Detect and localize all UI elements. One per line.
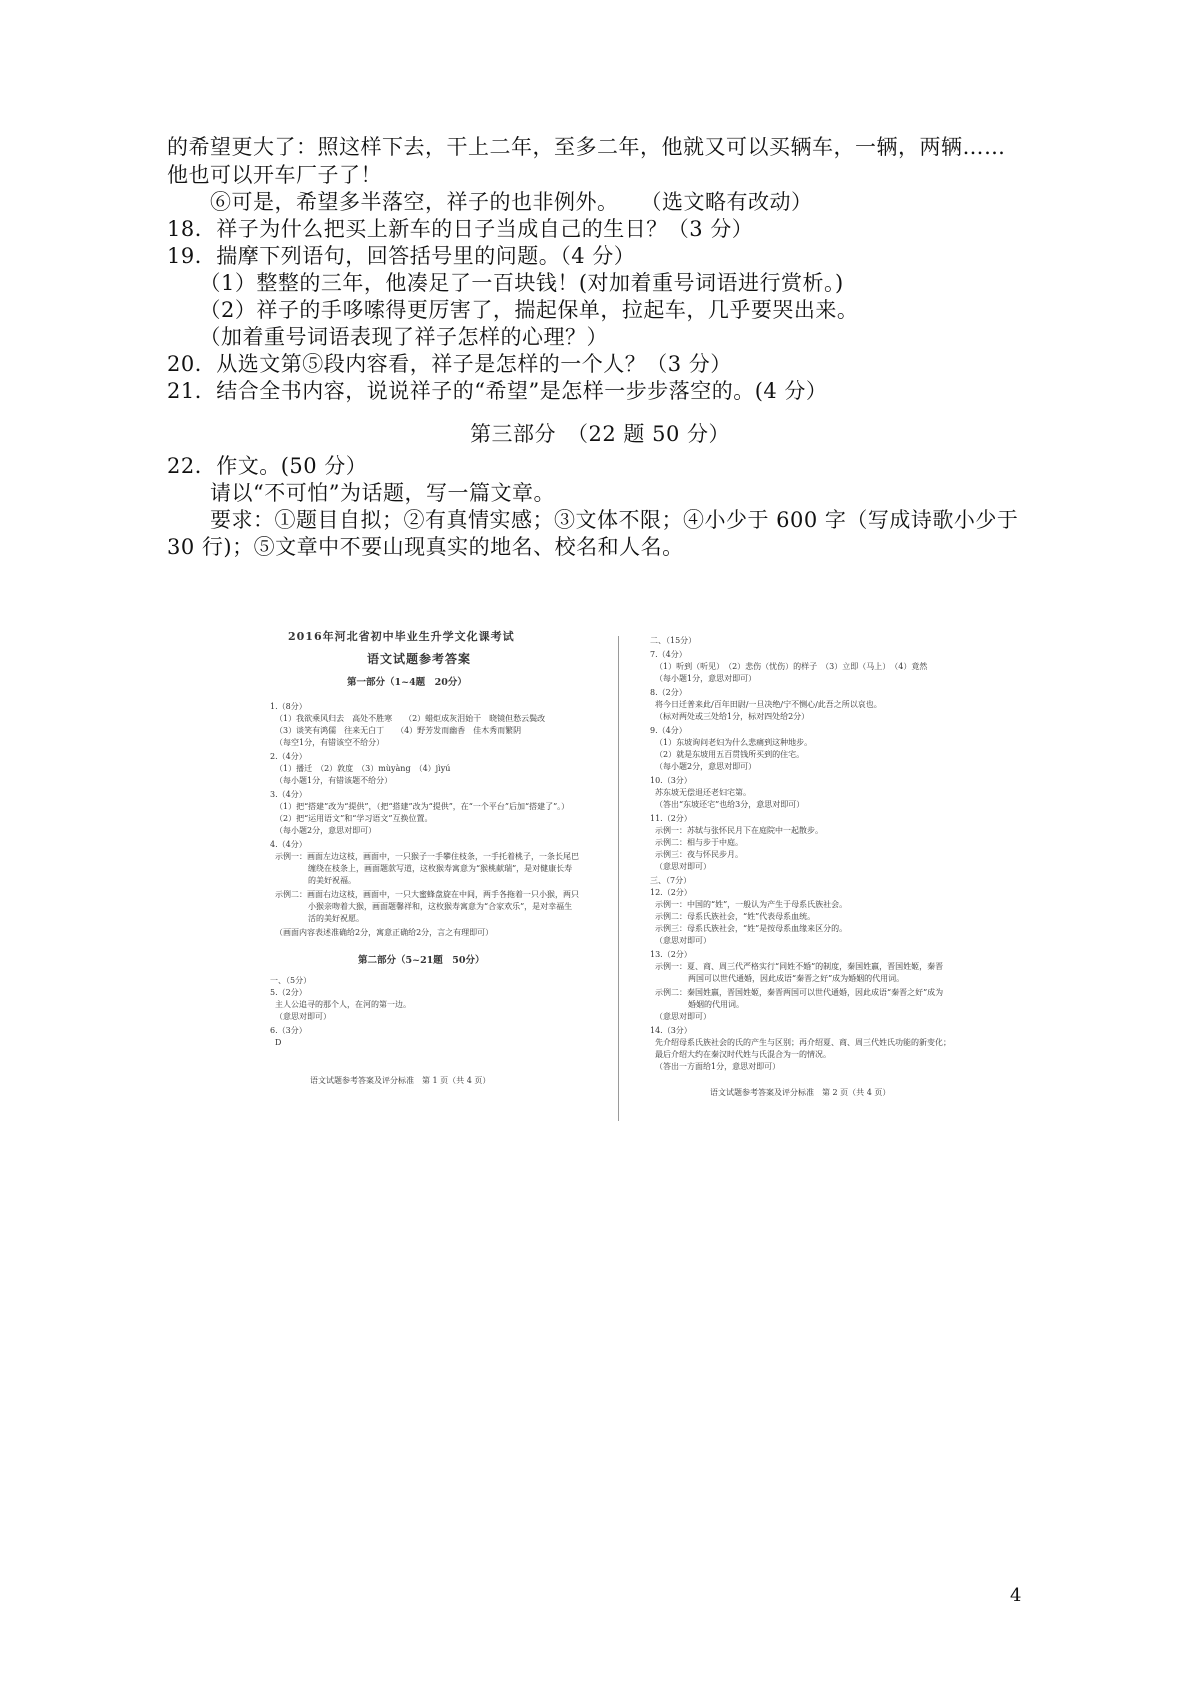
answer-key-part-one: 第一部分（1~4题 20分） (347, 677, 467, 688)
question-19-1: （1）整整的三年，他凑足了一百块钱！(对加着重号词语进行赏析。) (167, 271, 844, 295)
answer-line: （答出一方面给1分，意思对即可） (655, 1062, 781, 1071)
answer-line: （画面内容表述准确给2分，寓意正确给2分，言之有理即可） (275, 928, 494, 937)
body-line: 的希望更大了：照这样下去，干上二年，至多二年，他就又可以买辆车，一辆，两辆…… (167, 135, 1006, 159)
answer-line: 14.（3分） (650, 1026, 692, 1035)
answer-line: 示例二：母系氏族社会，“姓”代表母系血统。 (655, 912, 816, 921)
answer-line: 最后介绍大约在秦汉时代姓与氏混合为一的情况。 (655, 1050, 831, 1059)
answer-line: （答出“东坡还宅”也给3分，意思对即可） (655, 800, 805, 809)
answer-line: （每小题2分，意思对即可） (275, 826, 377, 835)
answer-line: （2）把“运用语文”和“学习语文”互换位置。 (275, 814, 433, 823)
answer-key-sheet-left (270, 632, 605, 1120)
answer-line: （意思对即可） (655, 862, 711, 871)
answer-line: （意思对即可） (655, 936, 711, 945)
answer-line: 10.（3分） (650, 776, 692, 785)
answer-line: 示例一：夏、商、周三代严格实行“同姓不婚”的制度，秦国姓嬴，晋国姓姬，秦晋 (655, 962, 944, 971)
answer-line: 13.（2分） (650, 950, 692, 959)
answer-line: 示例二：相与步于中庭。 (655, 838, 743, 847)
answer-line: 的美好祝福。 (308, 876, 356, 885)
answer-line: 9.（4分） (650, 726, 687, 735)
answer-line: 11.（2分） (650, 814, 692, 823)
answer-line: 婚姻的代用词。 (688, 1000, 744, 1009)
answer-line: 示例一：画面左边这枝，画面中，一只猴子一手攀住枝条，一手托着桃子，一条长尾巴 (275, 852, 579, 861)
answer-line: 主人公追寻的那个人，在河的第一边。 (275, 1000, 411, 1009)
question-19-2: （2）祥子的手哆嗦得更厉害了，揣起保单，拉起车，几乎要哭出来。 (167, 298, 859, 322)
question-18: 18．祥子为什么把买上新车的日子当成自己的生日？（3 分） (167, 217, 754, 241)
answer-line: 3.（4分） (270, 790, 307, 799)
question-22: 22．作文。(50 分） (167, 454, 368, 478)
answer-key-part-two: 第二部分（5~21题 50分） (358, 955, 485, 966)
answer-line: 12.（2分） (650, 888, 692, 897)
answer-line: （每小题2分，意思对即可） (655, 762, 757, 771)
answer-line: 示例二：画面右边这枝，画面中，一只大蜜蜂盘旋在中间，两手各拖着一只小猴，两只 (275, 890, 579, 899)
answer-line: 示例二：秦国姓嬴，晋国姓姬，秦晋两国可以世代通婚，因此成语“秦晋之好”成为 (655, 988, 944, 997)
answer-line: （意思对即可） (655, 1012, 711, 1021)
answer-line: 活的美好祝愿。 (308, 914, 364, 923)
answer-line: （每空1分，有错该空不给分） (275, 738, 385, 747)
answer-key-footer: 语文试题参考答案及评分标准 第 1 页（共 4 页） (310, 1076, 491, 1085)
answer-line: 缠绕在枝条上，画面题款写道，这枚猴寿寓意为“猴桃献瑞”，是对健康长寿 (308, 864, 573, 873)
answer-line: （1）播迁 （2）敦度 （3）mùyàng （4）jìyú (275, 764, 451, 773)
answer-line: （意思对即可） (275, 1012, 331, 1021)
answer-line: （标对两处或三处给1分，标对四处给2分） (655, 712, 810, 721)
answer-line: 7.（4分） (650, 650, 687, 659)
question-20: 20．从选文第⑤段内容看，祥子是怎样的一个人？（3 分） (167, 352, 732, 376)
answer-line: （1）把“搭建”改为“提供”，（把“搭建”改为“提供”，在“一个平台”后加“搭建了”。） (275, 802, 570, 811)
answer-line: 小猴亲吻着大猴，画面题馨祥和，这枚猴寿寓意为“合家欢乐”，是对幸福生 (308, 902, 573, 911)
answer-line: 示例三：夜与怀民步月。 (655, 850, 743, 859)
answer-line: D (275, 1038, 282, 1047)
answer-line: （1）东坡询问老妇为什么悲痛到这种地步。 (655, 738, 813, 747)
answer-line: （2）就是东坡用五百贯钱所买到的住宅。 (655, 750, 805, 759)
answer-key-sheet-right (650, 632, 1025, 1120)
essay-requirements: 要求：①题目自拟；②有真情实感；③文体不限；④小少于 600 字（写成诗歌小少于 (167, 508, 1019, 532)
answer-line: 4.（4分） (270, 840, 307, 849)
answer-line: 先介绍母系氏族社会的氏的产生与区别；再介绍夏、商、周三代姓氏功能的新变化； (655, 1038, 951, 1047)
question-19-2-prompt: （加着重号词语表现了祥子怎样的心理？） (167, 325, 608, 349)
answer-line: （3）谈笑有鸿儒 往来无白丁 （4）野芳发而幽香 佳木秀而繁阴 (275, 726, 522, 735)
answer-line: （1）听到（听见） （2）悲伤（忧伤）的样子 （3）立即（马上） （4）竟然 (655, 662, 928, 671)
answer-line: 8.（2分） (650, 688, 687, 697)
answer-line: （每小题1分，意思对即可） (655, 674, 757, 683)
question-19: 19．揣摩下列语句，回答括号里的问题。（4 分） (167, 244, 636, 268)
answer-line: 二、（15分） (650, 636, 697, 645)
answer-line: （1）我欲乘风归去 高处不胜寒 （2）蜡炬成灰泪始干 晓镜但愁云鬓改 (275, 714, 546, 723)
answer-line: 两国可以世代通婚，因此成语“秦晋之好”成为婚姻的代用词。 (688, 974, 905, 983)
answer-line: 1.（8分） (270, 702, 307, 711)
answer-line: 示例一：中国的“姓”，一般认为产生于母系氏族社会。 (655, 900, 848, 909)
answer-line: 2.（4分） (270, 752, 307, 761)
answer-line: （每小题1分，有错该题不给分） (275, 776, 393, 785)
section-three-title: 第三部分 （22 题 50 分） (470, 422, 730, 446)
sheet-divider (618, 636, 619, 1121)
answer-key-title: 语文试题参考答案 (367, 652, 472, 666)
answer-line: 6.（3分） (270, 1026, 307, 1035)
answer-key-footer: 语文试题参考答案及评分标准 第 2 页（共 4 页） (710, 1088, 891, 1097)
answer-line: 将今日迁普来此/百年田尉/一旦决绝/宁不恻心/此吾之所以哀也。 (655, 700, 882, 709)
answer-line: 5.（2分） (270, 988, 307, 997)
answer-key-exam-title: 2016年河北省初中毕业生升学文化课考试 (288, 630, 515, 643)
answer-line: 示例一：苏轼与张怀民月下在庭院中一起散步。 (655, 826, 823, 835)
answer-line: 一、（5分） (270, 976, 312, 985)
answer-line: 示例三：母系氏族社会，“姓”是按母系血缘来区分的。 (655, 924, 848, 933)
question-21: 21．结合全书内容，说说祥子的“希望”是怎样一步步落空的。(4 分） (167, 379, 828, 403)
answer-line: 苏东坡无偿退还老妇宅第。 (655, 788, 751, 797)
essay-topic: 请以“不可怕”为话题，写一篇文章。 (167, 481, 555, 505)
page-number: 4 (1010, 1585, 1022, 1606)
body-line: 他也可以开车厂子了！ (167, 163, 382, 187)
answer-line: 三、（7分） (650, 876, 692, 885)
body-line: ⑥可是，希望多半落空，祥子的也非例外。 （选文略有改动） (167, 190, 813, 214)
essay-requirements-cont: 30 行)；⑤文章中不要山现真实的地名、校名和人名。 (167, 535, 684, 559)
